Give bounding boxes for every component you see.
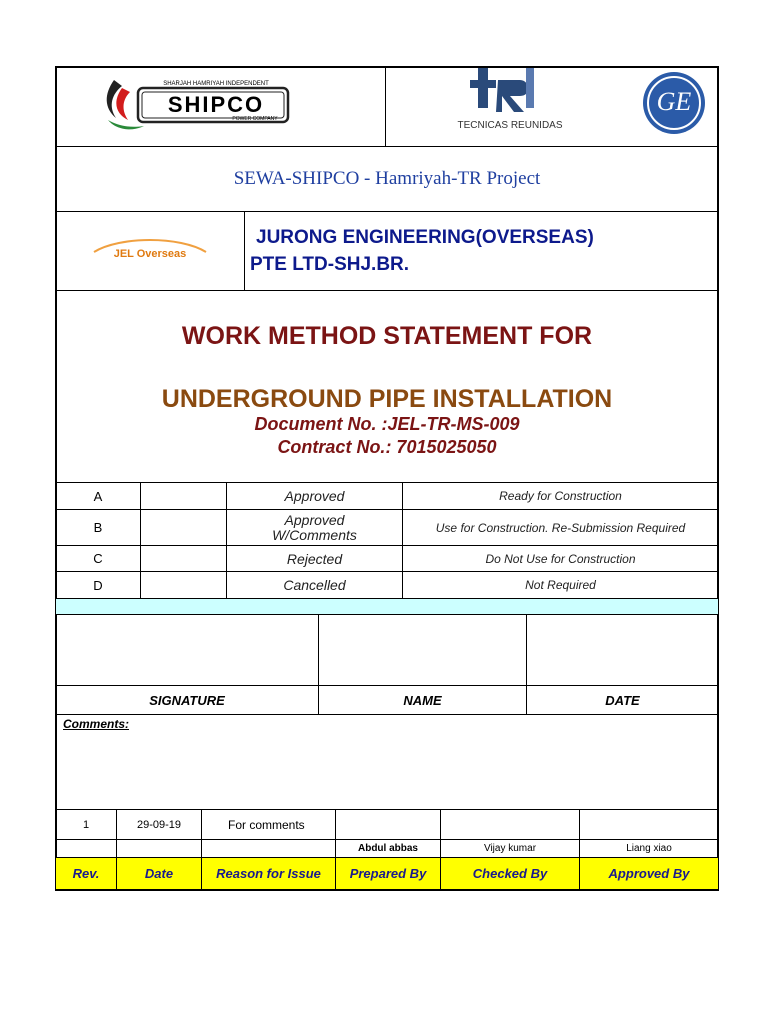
date-label: DATE — [605, 692, 640, 708]
header-date: Date — [144, 866, 174, 881]
header-reason: Reason for Issue — [216, 866, 321, 881]
tr-caption: TECNICAS REUNIDAS — [457, 120, 563, 131]
status-description: Ready for Construction — [499, 489, 622, 503]
shipco-tagline: SHARJAH HAMRIYAH INDEPENDENT — [163, 81, 269, 87]
shipco-logo — [100, 74, 300, 138]
divider — [140, 482, 141, 598]
status-description: Not Required — [525, 578, 596, 592]
divider — [56, 714, 718, 715]
separator-row — [56, 599, 718, 614]
comments-label: Comments: — [63, 717, 130, 731]
signature-label: SIGNATURE — [149, 692, 225, 708]
revision-number: 1 — [82, 818, 90, 831]
header-rev: Rev. — [72, 866, 100, 881]
header-prepared-by: Prepared By — [349, 866, 427, 881]
divider — [385, 67, 386, 146]
status-label: Approved — [284, 488, 345, 504]
header-checked-by: Checked By — [472, 866, 548, 881]
document-title-line2: UNDERGROUND PIPE INSTALLATION — [161, 385, 613, 413]
divider — [56, 290, 718, 291]
divider — [244, 212, 245, 290]
revision-reason: For comments — [228, 817, 305, 832]
document-number: Document No. :JEL-TR-MS-009 — [254, 414, 520, 434]
status-label: Rejected — [286, 550, 343, 567]
name-label: NAME — [403, 692, 442, 708]
revision-date: 29-09-19 — [136, 818, 182, 831]
contractor-name-line1: JURONG ENGINEERING(OVERSEAS) — [256, 227, 594, 248]
ge-text: GE — [656, 87, 692, 116]
project-title: SEWA-SHIPCO - Hamriyah-TR Project — [233, 168, 541, 189]
document-title-line1: WORK METHOD STATEMENT FOR — [181, 322, 593, 350]
jel-logo — [56, 212, 244, 290]
status-description: Do Not Use for Construction — [485, 551, 636, 566]
contractor-name-line2: PTE LTD-SHJ.BR. — [250, 254, 410, 275]
tecnicas-reunidas-logo — [440, 66, 580, 136]
status-code: C — [93, 551, 103, 566]
shipco-sub: POWER COMPANY — [232, 116, 278, 122]
status-description: Use for Construction. Re-Submission Required — [435, 520, 686, 535]
prepared-by-name: Abdul abbas — [357, 843, 418, 854]
status-label: Cancelled — [283, 577, 346, 593]
approved-by-name: Liang xiao — [626, 843, 672, 854]
divider — [56, 614, 718, 615]
status-code: D — [93, 577, 103, 593]
contract-number: Contract No.: 7015025050 — [277, 437, 497, 457]
header-approved-by: Approved By — [608, 866, 690, 881]
shipco-name: SHIPCO — [167, 92, 265, 117]
status-label: Approved W/Comments — [272, 511, 357, 543]
ge-logo — [640, 70, 708, 136]
checked-by-name: Vijay kumar — [483, 843, 537, 854]
status-code: A — [93, 488, 103, 504]
jel-logo-text: JEL Overseas — [113, 248, 187, 260]
status-code: B — [93, 520, 103, 535]
